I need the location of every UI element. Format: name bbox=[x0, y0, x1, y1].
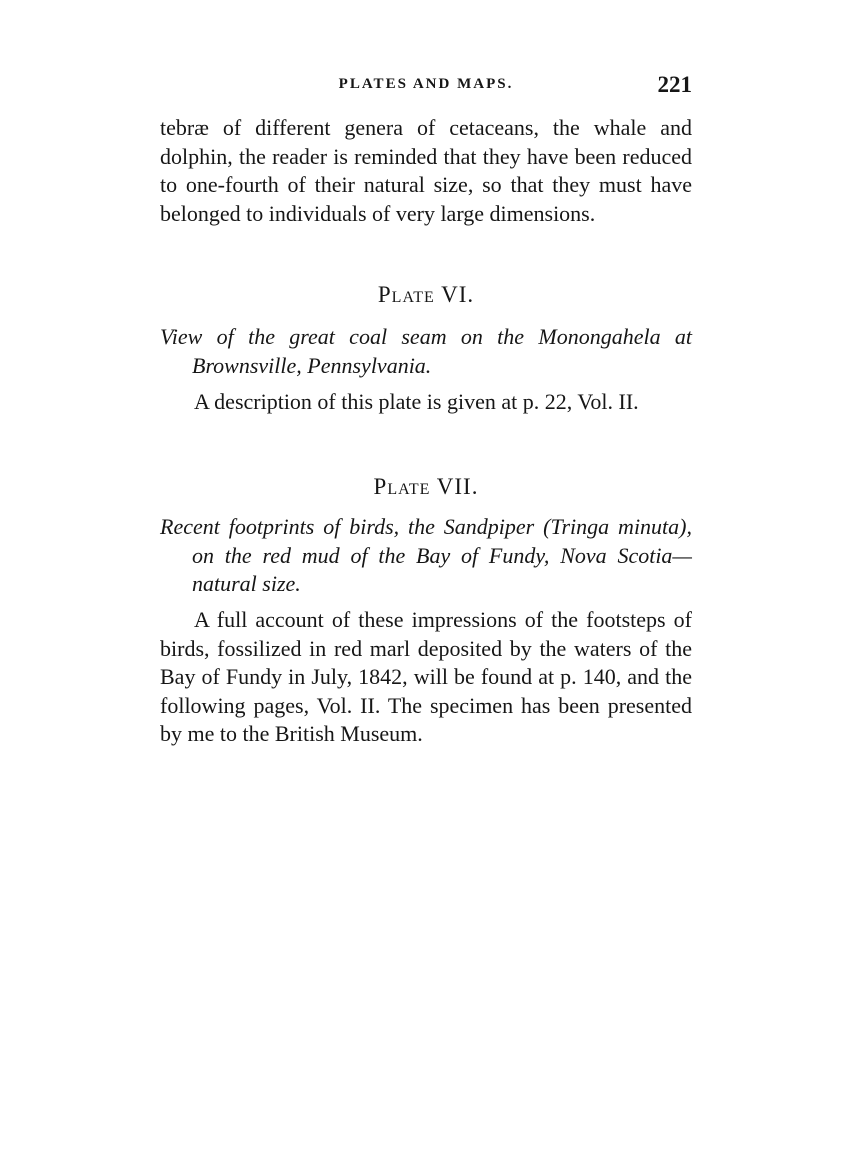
plate-vii-description-block bbox=[160, 606, 692, 749]
plate-vii-description: A full account of these impressions of the footsteps of birds, fossilized in red marl deposited by the waters of the Bay of Fundy in July, 1842, will be found at p. 140, and the following pages, Vol. II. The specimen has been presented by me to the British Museum. bbox=[160, 607, 692, 746]
plate-vii-caption-block bbox=[160, 513, 692, 599]
page-number: 221 bbox=[657, 72, 692, 97]
plate-vi-description: A description of this plate is given at p. 22, Vol. II. bbox=[194, 389, 639, 414]
plate-vi-description-block bbox=[160, 388, 692, 417]
plate-vii-caption: Recent footprints of birds, the Sandpiper (Tringa minuta), on the red mud of the Bay of Fundy, Nova Scotia—natural size. bbox=[160, 514, 692, 596]
plate-vi-caption: View of the great coal seam on the Monongahela at Brownsville, Pennsylvania. bbox=[160, 324, 692, 378]
continued-paragraph bbox=[160, 114, 692, 228]
running-head bbox=[160, 72, 692, 102]
plate-vi-caption-block bbox=[160, 323, 692, 380]
plate-vii-heading: Plate VII. bbox=[373, 474, 479, 499]
paragraph-text: tebræ of different genera of cetaceans, the whale and dolphin, the reader is reminded that they have been reduced to one-fourth of their natural size, so that they must have belonged to individuals of very large dimensions. bbox=[160, 115, 692, 226]
plate-vi-heading: Plate VI. bbox=[377, 282, 475, 307]
running-title: PLATES AND MAPS. bbox=[338, 76, 514, 92]
